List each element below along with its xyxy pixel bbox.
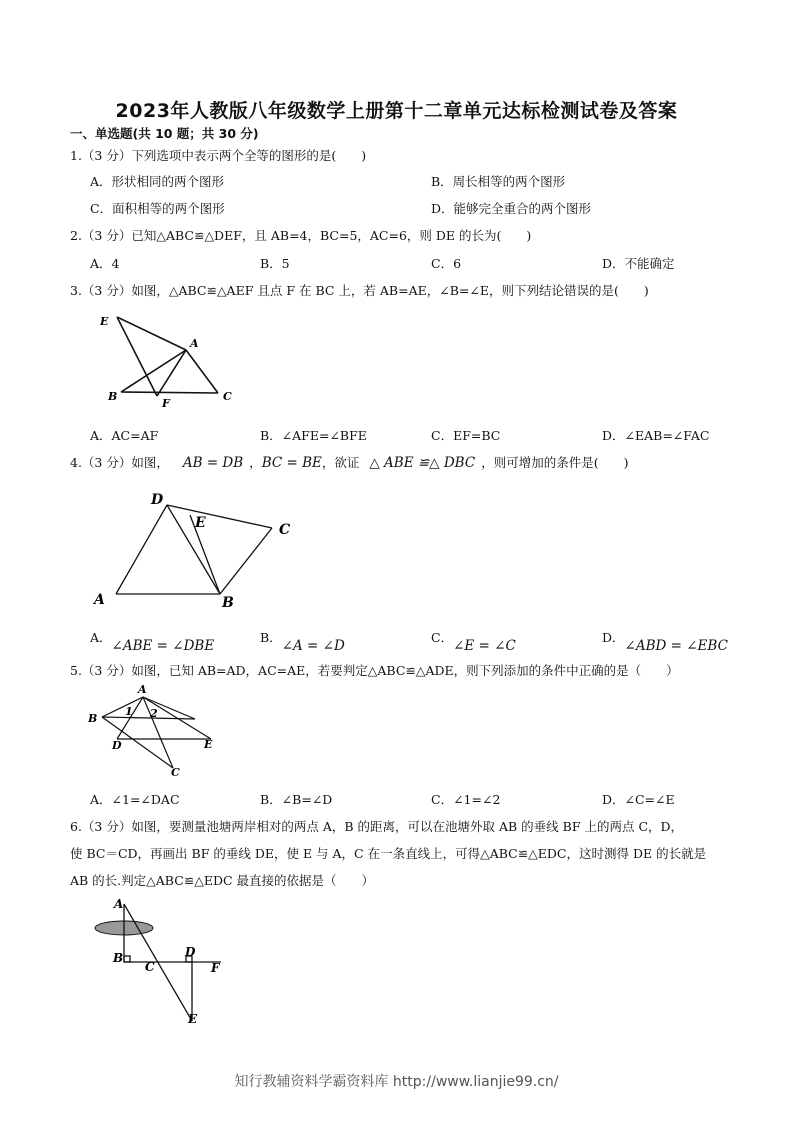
q5-figure [85,682,220,782]
q4-label-c: C [279,522,291,538]
q1-option-b: B．周长相等的两个图形 [431,174,566,189]
q3-option-a: A．AC=AF [90,428,159,443]
q3-option-c: C．EF=BC [431,428,501,443]
q4-condition-2: BC = BE [261,455,322,471]
q5-label-e: E [204,738,213,751]
section-heading: 一、单选题(共 10 题；共 30 分) [70,126,259,141]
question-2-stem: 2.（3 分）已知△ABC≌△DEF，且 AB=4，BC=5，AC=6，则 DE 的长为( ) [70,228,532,243]
q5-option-b: B．∠B=∠D [260,792,333,807]
q4-option-b-letter: B． [260,630,282,645]
q3-label-a: A [190,337,199,350]
q4-condition-1: AB = DB [182,455,244,471]
question-5-stem: 5.（3 分）如图，已知 AB=AD，AC=AE，若要判定△ABC≌△ADE，则下列添加的条件中正确的是（ ） [70,663,679,678]
q6-label-b: B [113,951,124,965]
q3-label-c: C [223,390,232,403]
q4-option-d-letter: D． [602,630,625,645]
question-1-stem: 1.（3 分）下列选项中表示两个全等的图形的是( ) [70,148,367,163]
q4-option-c [431,628,516,654]
q4-label-a: A [94,592,105,608]
q1-option-c: C．面积相等的两个图形 [90,201,225,216]
q6-label-e: E [188,1012,198,1026]
q4-stem-suffix: ，则可增加的条件是( ) [481,455,629,470]
q6-label-f: F [211,961,220,975]
q2-option-d: D．不能确定 [602,256,675,271]
question-6-line-1: 6.（3 分）如图，要测量池塘两岸相对的两点 A，B 的距离，可以在池塘外取 AB 的垂线 BF 上的两点 C，D， [70,819,684,834]
q5-label-c: C [171,766,180,779]
q4-option-b-math: ∠A = ∠D [281,638,345,654]
q3-option-b: B．∠AFE=∠BFE [260,428,367,443]
q1-option-a: A．形状相同的两个图形 [90,174,225,189]
q4-goal: △ ABE ≌△ DBC [369,455,476,471]
q4-option-c-letter: C． [431,630,454,645]
q3-triangle-figure [95,308,240,413]
q6-label-c: C [145,960,155,974]
q5-label-a: A [138,683,147,696]
q4-figure [90,488,300,613]
q6-label-a: A [114,897,124,911]
q5-option-c: C．∠1=∠2 [431,792,501,807]
question-4-stem [70,453,628,471]
q4-stem-prefix: 4.（3 分）如图， [70,455,169,470]
q3-option-d: D．∠EAB=∠FAC [602,428,710,443]
q4-option-a [90,628,215,654]
q4-label-b: B [222,595,234,611]
q4-option-a-math: ∠ABE = ∠DBE [111,638,215,654]
q4-stem-mid: ，欲证 [321,455,360,470]
q5-option-a: A．∠1=∠DAC [90,792,180,807]
q6-label-d: D [185,945,196,959]
q4-label-e: E [195,515,206,531]
q5-option-d: D．∠C=∠E [602,792,675,807]
q6-pond-figure [85,894,245,1029]
question-3-stem: 3.（3 分）如图，△ABC≌△AEF 且点 F 在 BC 上，若 AB=AE，∠B=∠E，则下列结论错误的是( ) [70,283,649,298]
q2-option-c: C．6 [431,256,462,271]
q5-label-2: 2 [150,707,158,720]
q3-label-e: E [100,315,109,328]
q4-option-b [260,628,345,654]
footer-watermark: 知行教辅资料学霸资料库 http://www.lianjie99.cn/ [234,1074,559,1090]
q5-label-b: B [88,712,98,725]
q4-option-a-letter: A． [90,630,112,645]
q4-option-d-math: ∠ABD = ∠EBC [624,638,728,654]
q4-option-d [602,628,728,654]
q3-label-b: B [108,390,118,403]
q1-option-d: D．能够完全重合的两个图形 [431,201,592,216]
q2-option-a: A．4 [90,256,120,271]
q4-option-c-math: ∠E = ∠C [453,638,516,654]
q3-label-f: F [162,397,170,410]
q4-comma: ， [249,455,262,470]
question-6-line-3: AB 的长.判定△ABC≌△EDC 最直接的依据是（ ） [70,873,375,888]
q2-option-b: B．5 [260,256,290,271]
q5-label-d: D [112,739,122,752]
question-6-line-2: 使 BC＝CD，再画出 BF 的垂线 DE，使 E 与 A，C 在一条直线上，可得△ABC≌△EDC，这时测得 DE 的长就是 [70,846,707,861]
page-title: 2023年人教版八年级数学上册第十二章单元达标检测试卷及答案 [115,100,678,122]
q5-label-1: 1 [125,705,133,718]
q4-label-d: D [151,492,164,508]
